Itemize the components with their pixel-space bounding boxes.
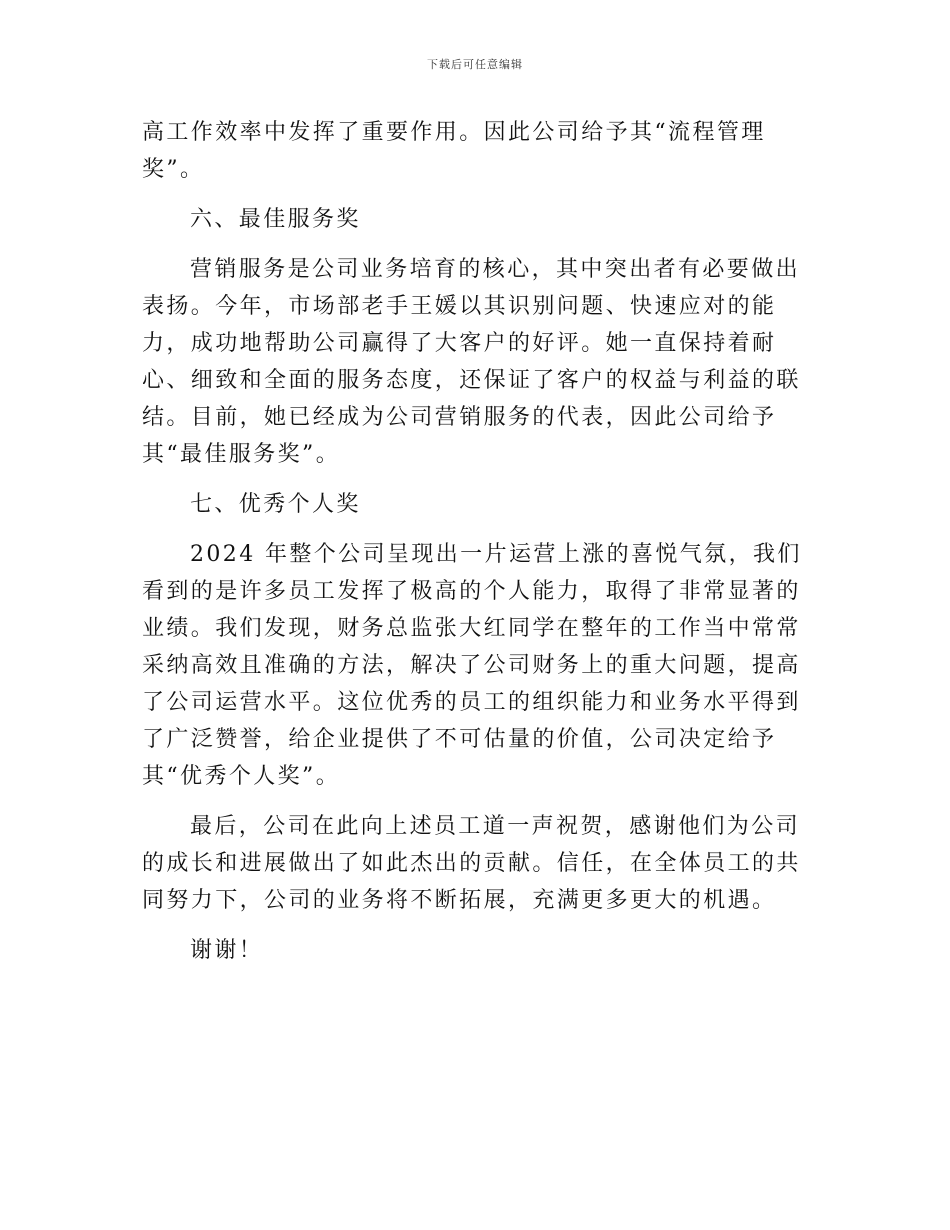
paragraph-thanks <box>142 932 812 969</box>
text-line: 其“最佳服务奖”。 <box>142 442 341 467</box>
text-line: 其“优秀个人奖”。 <box>142 764 341 789</box>
text-line: 同努力下，公司的业务将不断拓展，充满更多更大的机遇。 <box>142 888 777 913</box>
document-body <box>142 114 812 969</box>
text-line: 营销服务是公司业务培育的核心，其中突出者有必要做出 <box>190 257 801 282</box>
paragraph-closing <box>142 808 812 919</box>
text-line: 2024 年整个公司呈现出一片运营上涨的喜悦气氛，我们 <box>190 542 802 567</box>
section-heading-outstanding-individual <box>142 486 812 523</box>
paragraph-best-service <box>142 251 812 473</box>
heading-text: 六、最佳服务奖 <box>190 207 361 232</box>
text-line: 谢谢！ <box>190 938 264 963</box>
text-line: 最后，公司在此向上述员工道一声祝贺，感谢他们为公司 <box>190 814 801 839</box>
section-heading-best-service <box>142 201 812 238</box>
text-line: 奖”。 <box>142 157 205 182</box>
text-line: 了广泛赞誉，给企业提供了不可估量的价值，公司决定给予 <box>142 727 777 752</box>
page-header: 下载后可任意编辑 <box>427 58 523 71</box>
text-line: 的成长和进展做出了如此杰出的贡献。信任，在全体员工的共 <box>142 851 801 876</box>
text-line: 看到的是许多员工发挥了极高的个人能力，取得了非常显著的 <box>142 579 801 604</box>
text-line: 心、细致和全面的服务态度，还保证了客户的权益与利益的联 <box>142 368 801 393</box>
text-line: 采纳高效且准确的方法，解决了公司财务上的重大问题，提高 <box>142 653 801 678</box>
paragraph-outstanding-individual <box>142 536 812 795</box>
text-line: 高工作效率中发挥了重要作用。因此公司给予其“流程管理 <box>142 120 766 145</box>
text-line: 业绩。我们发现，财务总监张大红同学在整年的工作当中常常 <box>142 616 801 641</box>
text-line: 表扬。今年，市场部老手王媛以其识别问题、快速应对的能 <box>142 294 777 319</box>
paragraph-flow-award-end <box>142 114 812 188</box>
text-line: 结。目前，她已经成为公司营销服务的代表，因此公司给予 <box>142 405 777 430</box>
text-line: 力，成功地帮助公司赢得了大客户的好评。她一直保持着耐 <box>142 331 777 356</box>
heading-text: 七、优秀个人奖 <box>190 492 361 517</box>
text-line: 了公司运营水平。这位优秀的员工的组织能力和业务水平得到 <box>142 690 801 715</box>
